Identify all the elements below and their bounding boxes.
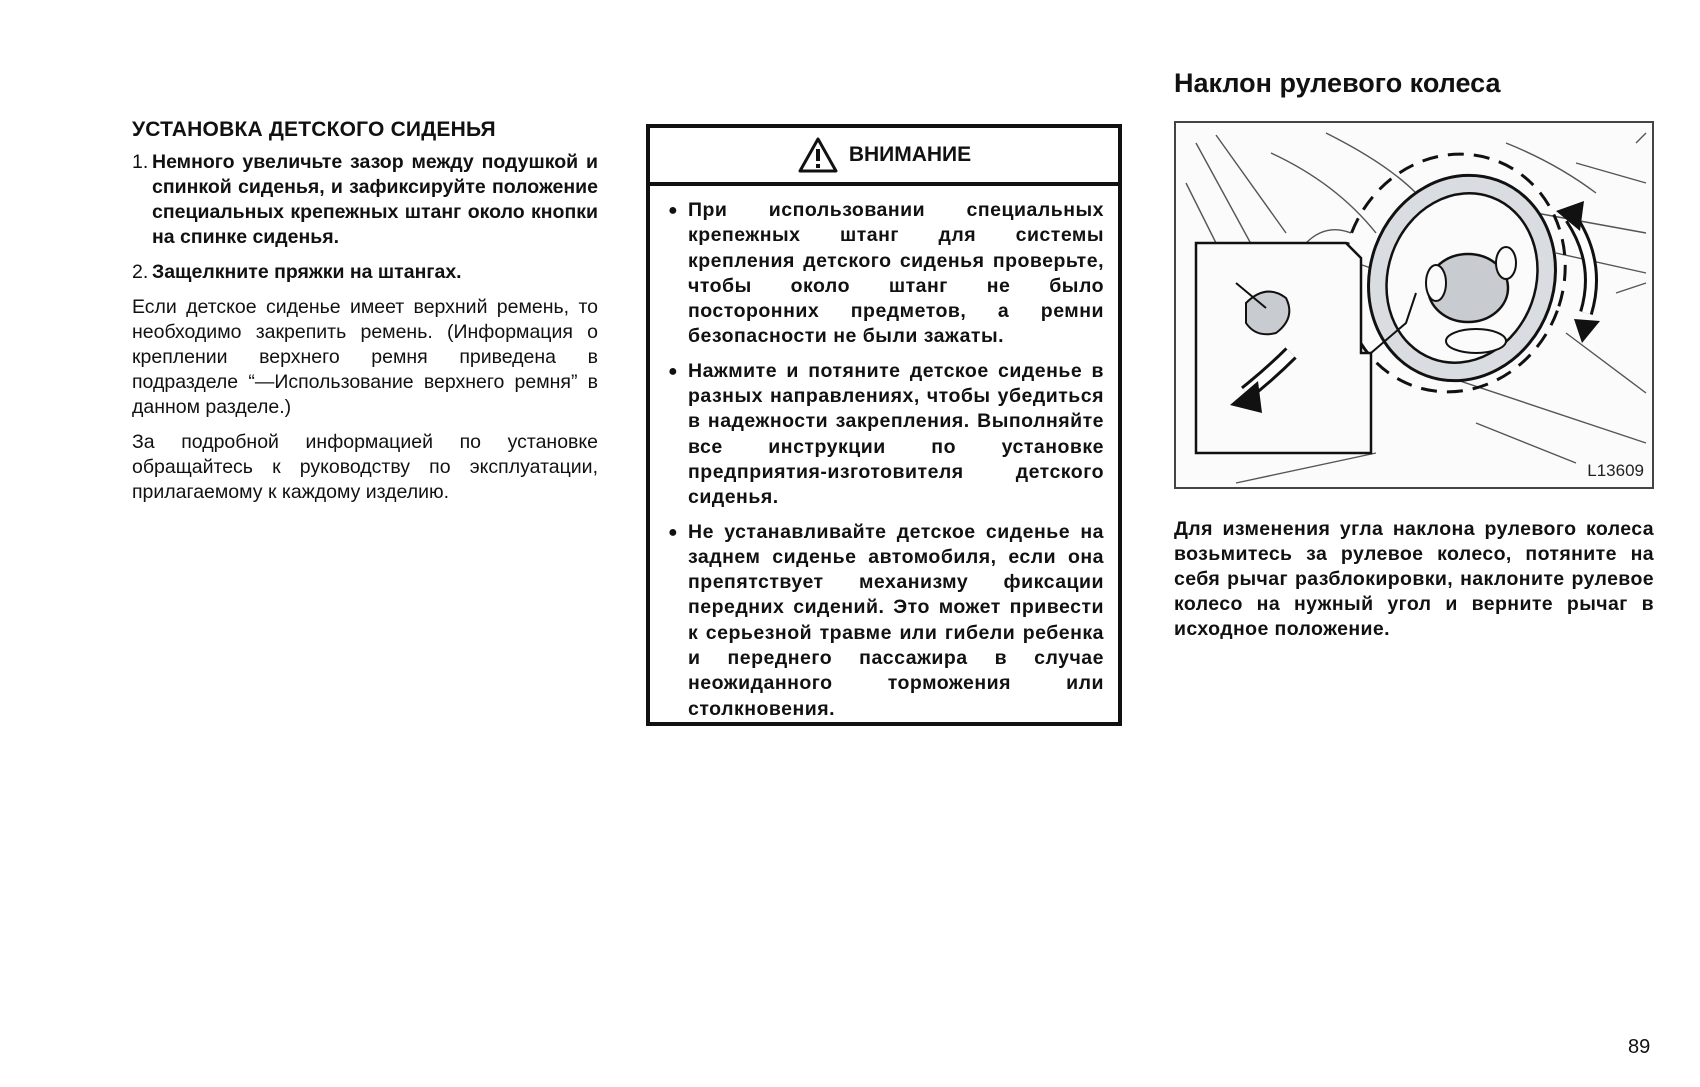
step-text: Немного увеличьте зазор между подушкой и спинкой сиденья, и зафиксируйте положение специальных крепежных штанг около кнопки на спинке сиденья. — [152, 151, 598, 248]
section-heading: УСТАНОВКА ДЕТСКОГО СИДЕНЬЯ — [132, 118, 496, 141]
warning-item — [668, 359, 1104, 511]
warning-list — [650, 186, 1118, 722]
warning-triangle-icon — [797, 136, 839, 174]
step-number: 2. — [132, 261, 149, 283]
bullet-icon: ● — [668, 362, 678, 380]
paragraph-more-info: За подробной информацией по установке обращайтесь к руководству по эксплуатации, прилагаемому к каждому изделию. — [132, 431, 598, 503]
warning-item — [668, 520, 1104, 722]
warning-item — [668, 198, 1104, 350]
step-number: 1. — [132, 151, 149, 173]
warning-item-text: Нажмите и потяните детское сиденье в разных направлениях, чтобы убедиться в надежности закрепления. Выполняйте все инструкции по установке предприятия-изготовителя детского сиденья. — [688, 359, 1104, 509]
figure-code: L13609 — [1587, 461, 1644, 480]
warning-box — [646, 124, 1122, 726]
page-number: 89 — [1628, 1036, 1651, 1058]
paragraph-top-strap: Если детское сиденье имеет верхний ремень, то необходимо закрепить ремень. (Информация о креплении верхнего ремня приведена в подразделе “—Использование верхнего ремня” в данном разделе.) — [132, 296, 598, 418]
bullet-icon: ● — [668, 523, 678, 541]
step-2 — [132, 260, 598, 285]
bullet-icon: ● — [668, 202, 678, 219]
section-title: Наклон рулевого колеса — [1174, 68, 1501, 98]
step-1 — [132, 150, 598, 250]
tilt-instructions: Для изменения угла наклона рулевого колеса возьмитесь за рулевое колесо, потяните на себя рычаг разблокировки, наклоните рулевое колесо на нужный угол и верните рычаг в исходное положение. — [1174, 518, 1654, 640]
warning-title: ВНИМАНИЕ — [848, 143, 972, 166]
warning-item-text: При использовании специальных крепежных штанг для системы крепления детского сиденья проверьте, чтобы около штанг не было посторонних предметов, а ремни безопасности не были зажаты. — [688, 199, 1104, 348]
steering-tilt-illustration — [1174, 121, 1654, 489]
step-text: Защелкните пряжки на штангах. — [152, 261, 462, 283]
warning-header — [650, 128, 1118, 186]
steering-wheel-drawing — [1176, 123, 1652, 487]
right-column — [1174, 68, 1654, 642]
warning-item-text: Не устанавливайте детское сиденье на заднем сиденье автомобиля, если она препятствует механизму фиксации передних сидений. Это может привести к серьезной травме или гибели ребенка и переднего пассажира в случае неожиданного торможения или столкновения. — [688, 520, 1104, 720]
left-column — [132, 118, 598, 515]
